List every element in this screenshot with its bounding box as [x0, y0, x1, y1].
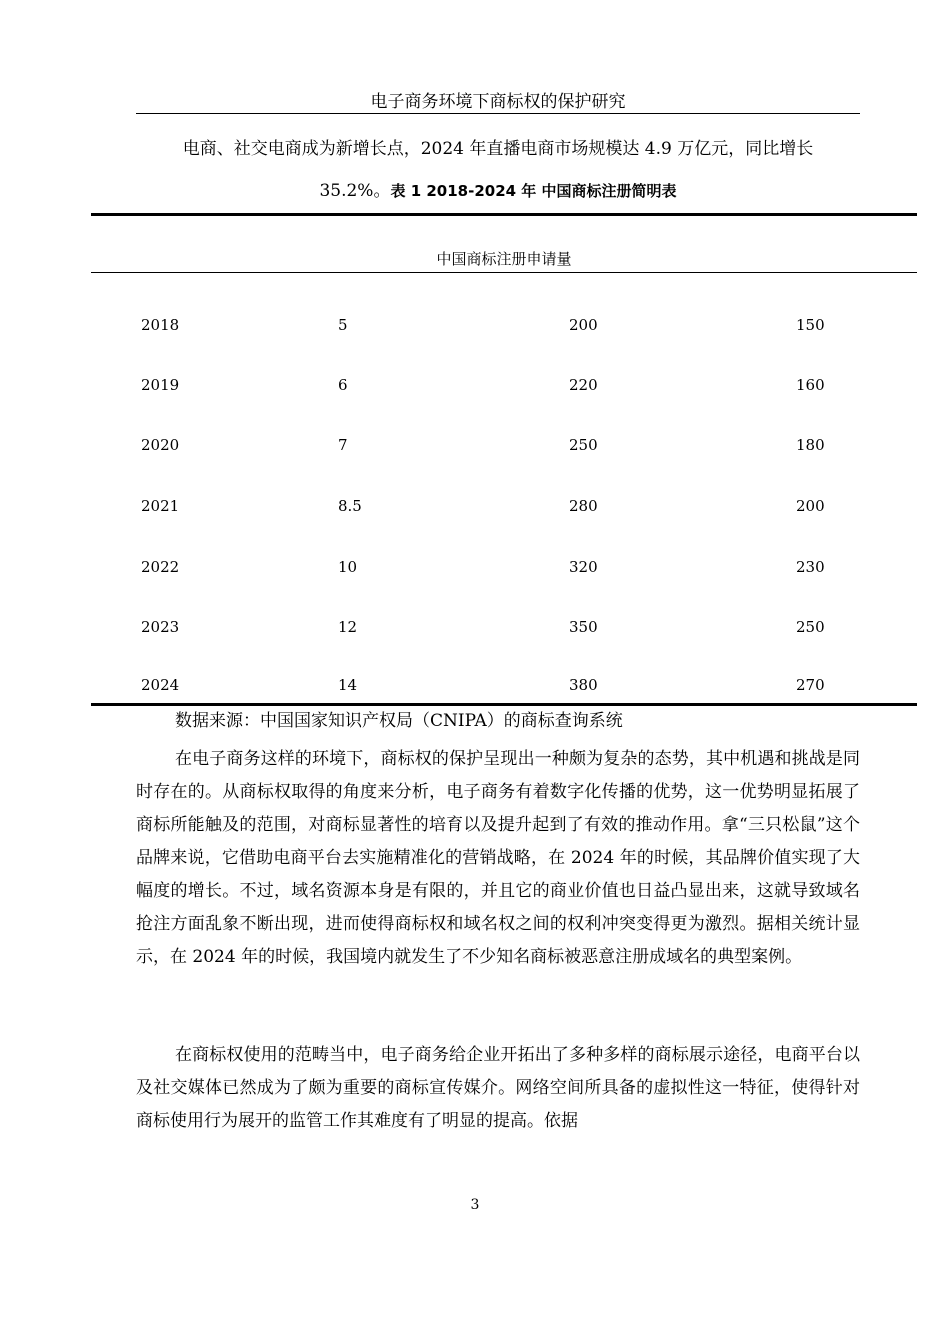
- year-cell: 2021: [141, 497, 180, 515]
- value-cell: 250: [796, 618, 825, 636]
- value-cell: 14: [338, 676, 358, 694]
- table-bottom-rule: [91, 703, 917, 706]
- value-cell: 350: [569, 618, 598, 636]
- table-row: [91, 555, 917, 576]
- value-cell: 6: [338, 376, 348, 394]
- value-cell: 230: [796, 558, 825, 576]
- value-cell: 180: [796, 436, 825, 454]
- value-cell: 280: [569, 497, 598, 515]
- data-source-note: 数据来源：中国国家知识产权局（CNIPA）的商标查询系统: [175, 711, 623, 731]
- page-number: 3: [470, 1197, 480, 1213]
- header-rule: [136, 113, 860, 114]
- value-cell: 8.5: [338, 497, 362, 515]
- value-cell: 150: [796, 316, 825, 334]
- table-row: [91, 313, 917, 334]
- body-paragraph-1: [136, 743, 860, 974]
- table-header-rule: [91, 272, 917, 273]
- table-top-rule: [91, 213, 917, 216]
- value-cell: 160: [796, 376, 825, 394]
- value-cell: 10: [338, 558, 358, 576]
- table-row: [91, 673, 917, 697]
- running-header-title: 电子商务环境下商标权的保护研究: [370, 92, 626, 112]
- value-cell: 380: [569, 676, 598, 694]
- value-cell: 5: [338, 316, 348, 334]
- year-cell: 2018: [141, 316, 180, 334]
- intro-text-line-2: [136, 180, 860, 202]
- table-row: [91, 615, 917, 636]
- value-cell: 12: [338, 618, 358, 636]
- paragraph-text: 在商标权使用的范畴当中，电子商务给企业开拓出了多种多样的商标展示途径，电商平台以及社交媒体已然成为了颇为重要的商标宣传媒介。网络空间所具备的虚拟性这一特征，使得针对商标使用行为展开的监管工作其难度有了明显的提高。依据: [136, 1045, 860, 1131]
- table-header-label: 中国商标注册申请量: [436, 250, 572, 268]
- year-cell: 2020: [141, 436, 180, 454]
- year-cell: 2023: [141, 618, 180, 636]
- intro-text-continuation: 35.2%。: [319, 181, 391, 201]
- paragraph-text: 在电子商务这样的环境下，商标权的保护呈现出一种颇为复杂的态势，其中机遇和挑战是同时存在的。从商标权取得的角度来分析，电子商务有着数字化传播的优势，这一优势明显拓展了商标所能触及的范围，对商标显著性的培育以及提升起到了有效的推动作用。拿“三只松鼠”这个品牌来说，它借助电商平台去实施精准化的营销战略，在 2024 年的时候，其品牌价值实现了大幅度的增长。不过，域名资源本身是有限的，并且它的商业价值也日益凸显出来，这就导致域名抢注方面乱象不断出现，进而使得商标权和域名权之间的权利冲突变得更为激烈。据相关统计显示，在 2024 年的时候，我国境内就发生了不少知名商标被恶意注册成域名的典型案例。: [136, 749, 860, 967]
- value-cell: 7: [338, 436, 348, 454]
- table-caption: 表 1 2018-2024 年 中国商标注册简明表: [390, 182, 677, 200]
- value-cell: 200: [796, 497, 825, 515]
- value-cell: 320: [569, 558, 598, 576]
- table-row: [91, 494, 917, 515]
- year-cell: 2019: [141, 376, 180, 394]
- intro-text-line-1: 电商、社交电商成为新增长点，2024 年直播电商市场规模达 4.9 万亿元，同比增长: [182, 139, 814, 159]
- table-row: [91, 433, 917, 454]
- value-cell: 200: [569, 316, 598, 334]
- table-column-header: [91, 248, 917, 268]
- value-cell: 270: [796, 676, 825, 694]
- value-cell: 250: [569, 436, 598, 454]
- body-paragraph-2: [136, 1039, 860, 1138]
- year-cell: 2024: [141, 676, 180, 694]
- table-row: [91, 373, 917, 394]
- value-cell: 220: [569, 376, 598, 394]
- year-cell: 2022: [141, 558, 180, 576]
